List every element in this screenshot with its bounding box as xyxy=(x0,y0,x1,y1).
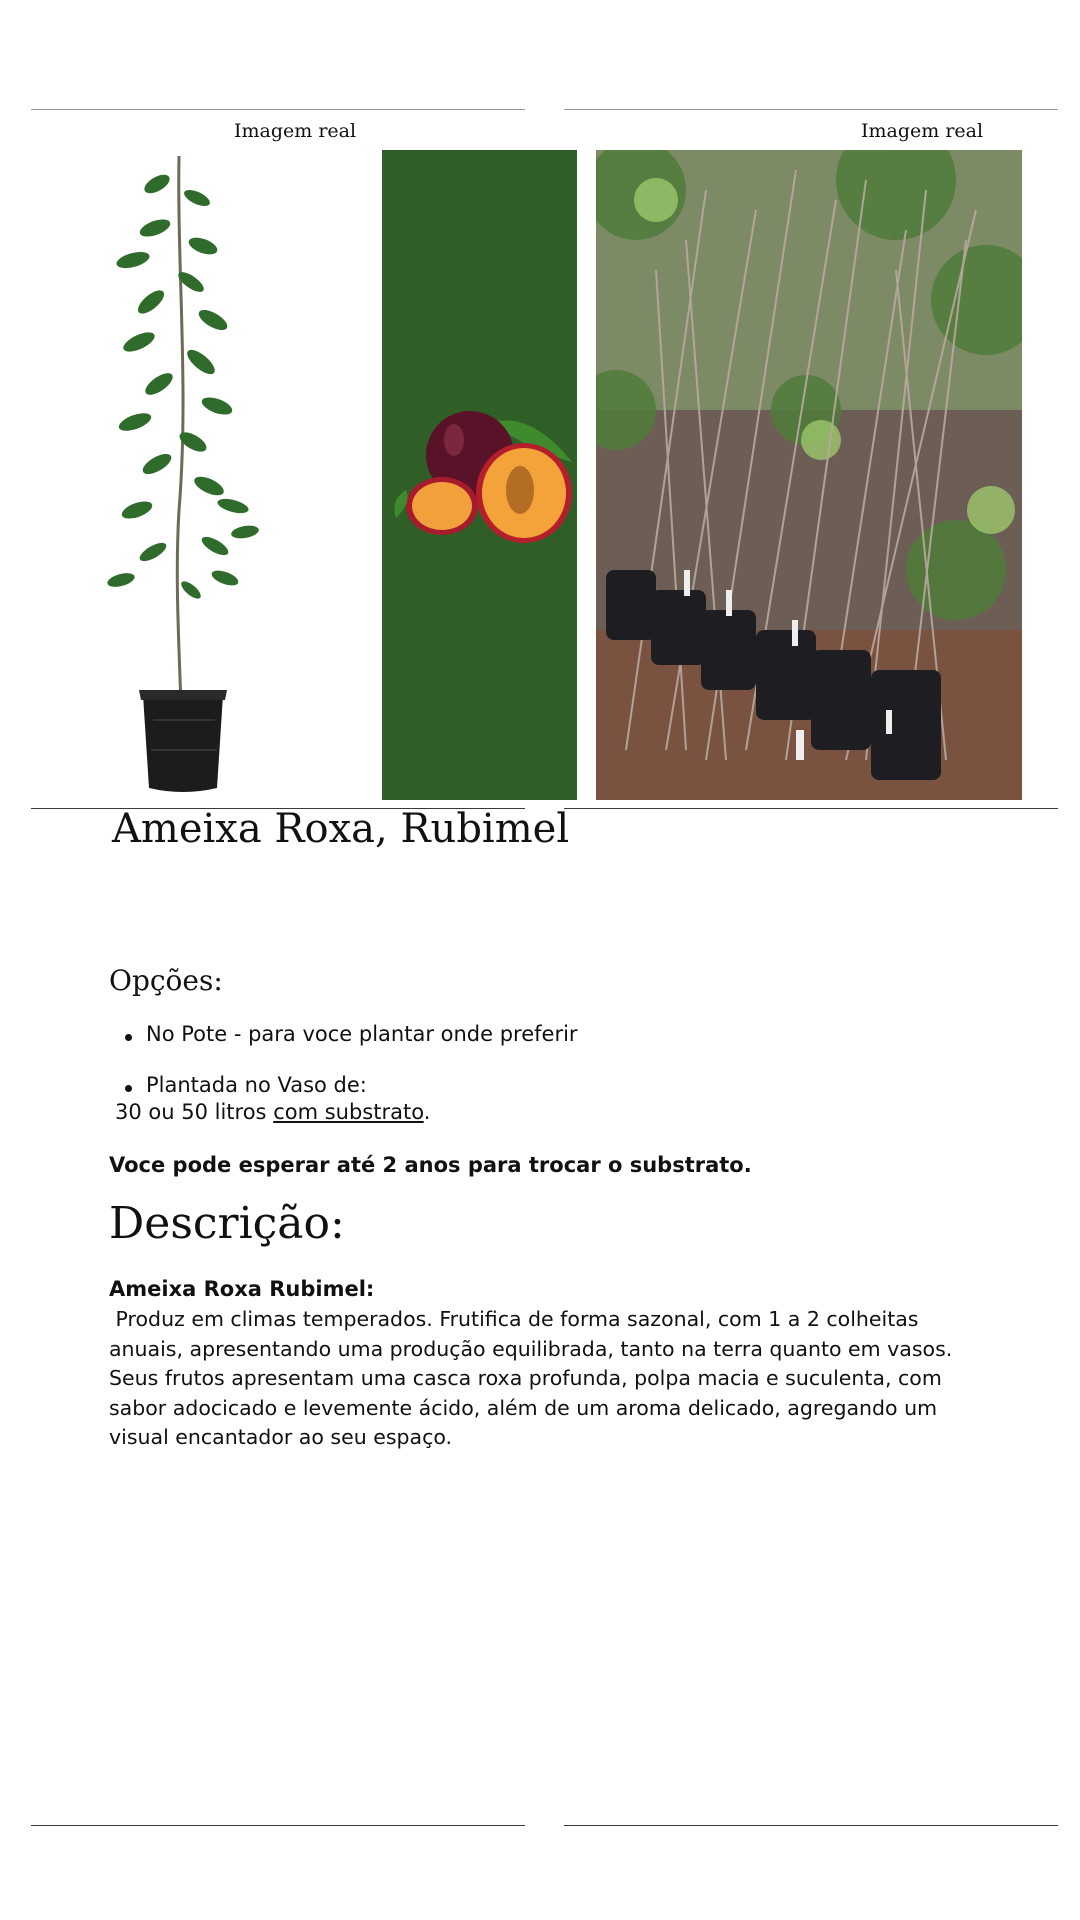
plum-illustration xyxy=(382,150,577,800)
option-vase: Plantada no Vaso de: xyxy=(109,1073,578,1097)
right-image-caption: Imagem real xyxy=(861,120,984,142)
vase-sizes-period: . xyxy=(423,1100,431,1124)
gallery-bottom-rule-right xyxy=(564,808,1058,809)
footer-rule-right xyxy=(564,1825,1058,1826)
plum-fruit-image[interactable] xyxy=(382,150,577,800)
substrate-link[interactable]: com substrato xyxy=(273,1100,424,1124)
option-pot: No Pote - para voce plantar onde preferir xyxy=(109,1022,578,1046)
nursery-real-photo[interactable] xyxy=(596,150,1022,800)
product-title: Ameixa Roxa, Rubimel xyxy=(112,806,570,852)
gallery-top-rule-right xyxy=(564,109,1058,110)
description-text: Produz em climas temperados. Frutifica de forma sazonal, com 1 a 2 colheitas anuais, apresentando uma produção equilibrada, tanto na terra quanto em vasos. Seus frutos apresentam uma casca roxa profunda, polpa macia e suculenta, com sabor adocicado e levemente ácido, além de um aroma delicado, agregando um visual encantador ao seu espaço. xyxy=(109,1307,953,1449)
vase-sizes-line xyxy=(115,1100,430,1124)
sapling-illustration xyxy=(95,150,275,800)
vase-sizes: 30 ou 50 litros xyxy=(115,1100,267,1124)
substrate-note: Voce pode esperar até 2 anos para trocar o substrato. xyxy=(109,1153,752,1177)
options-heading: Opções: xyxy=(109,964,223,997)
nursery-illustration xyxy=(596,150,1022,800)
footer-rule-left xyxy=(31,1825,525,1826)
description-heading: Descrição: xyxy=(109,1198,345,1249)
sapling-in-pot-image[interactable] xyxy=(95,150,275,800)
options-list xyxy=(109,1022,578,1097)
description-body xyxy=(109,1305,989,1453)
left-image-caption: Imagem real xyxy=(234,120,357,142)
gallery-top-rule-left xyxy=(31,109,525,110)
description-subtitle: Ameixa Roxa Rubimel: xyxy=(109,1277,375,1301)
